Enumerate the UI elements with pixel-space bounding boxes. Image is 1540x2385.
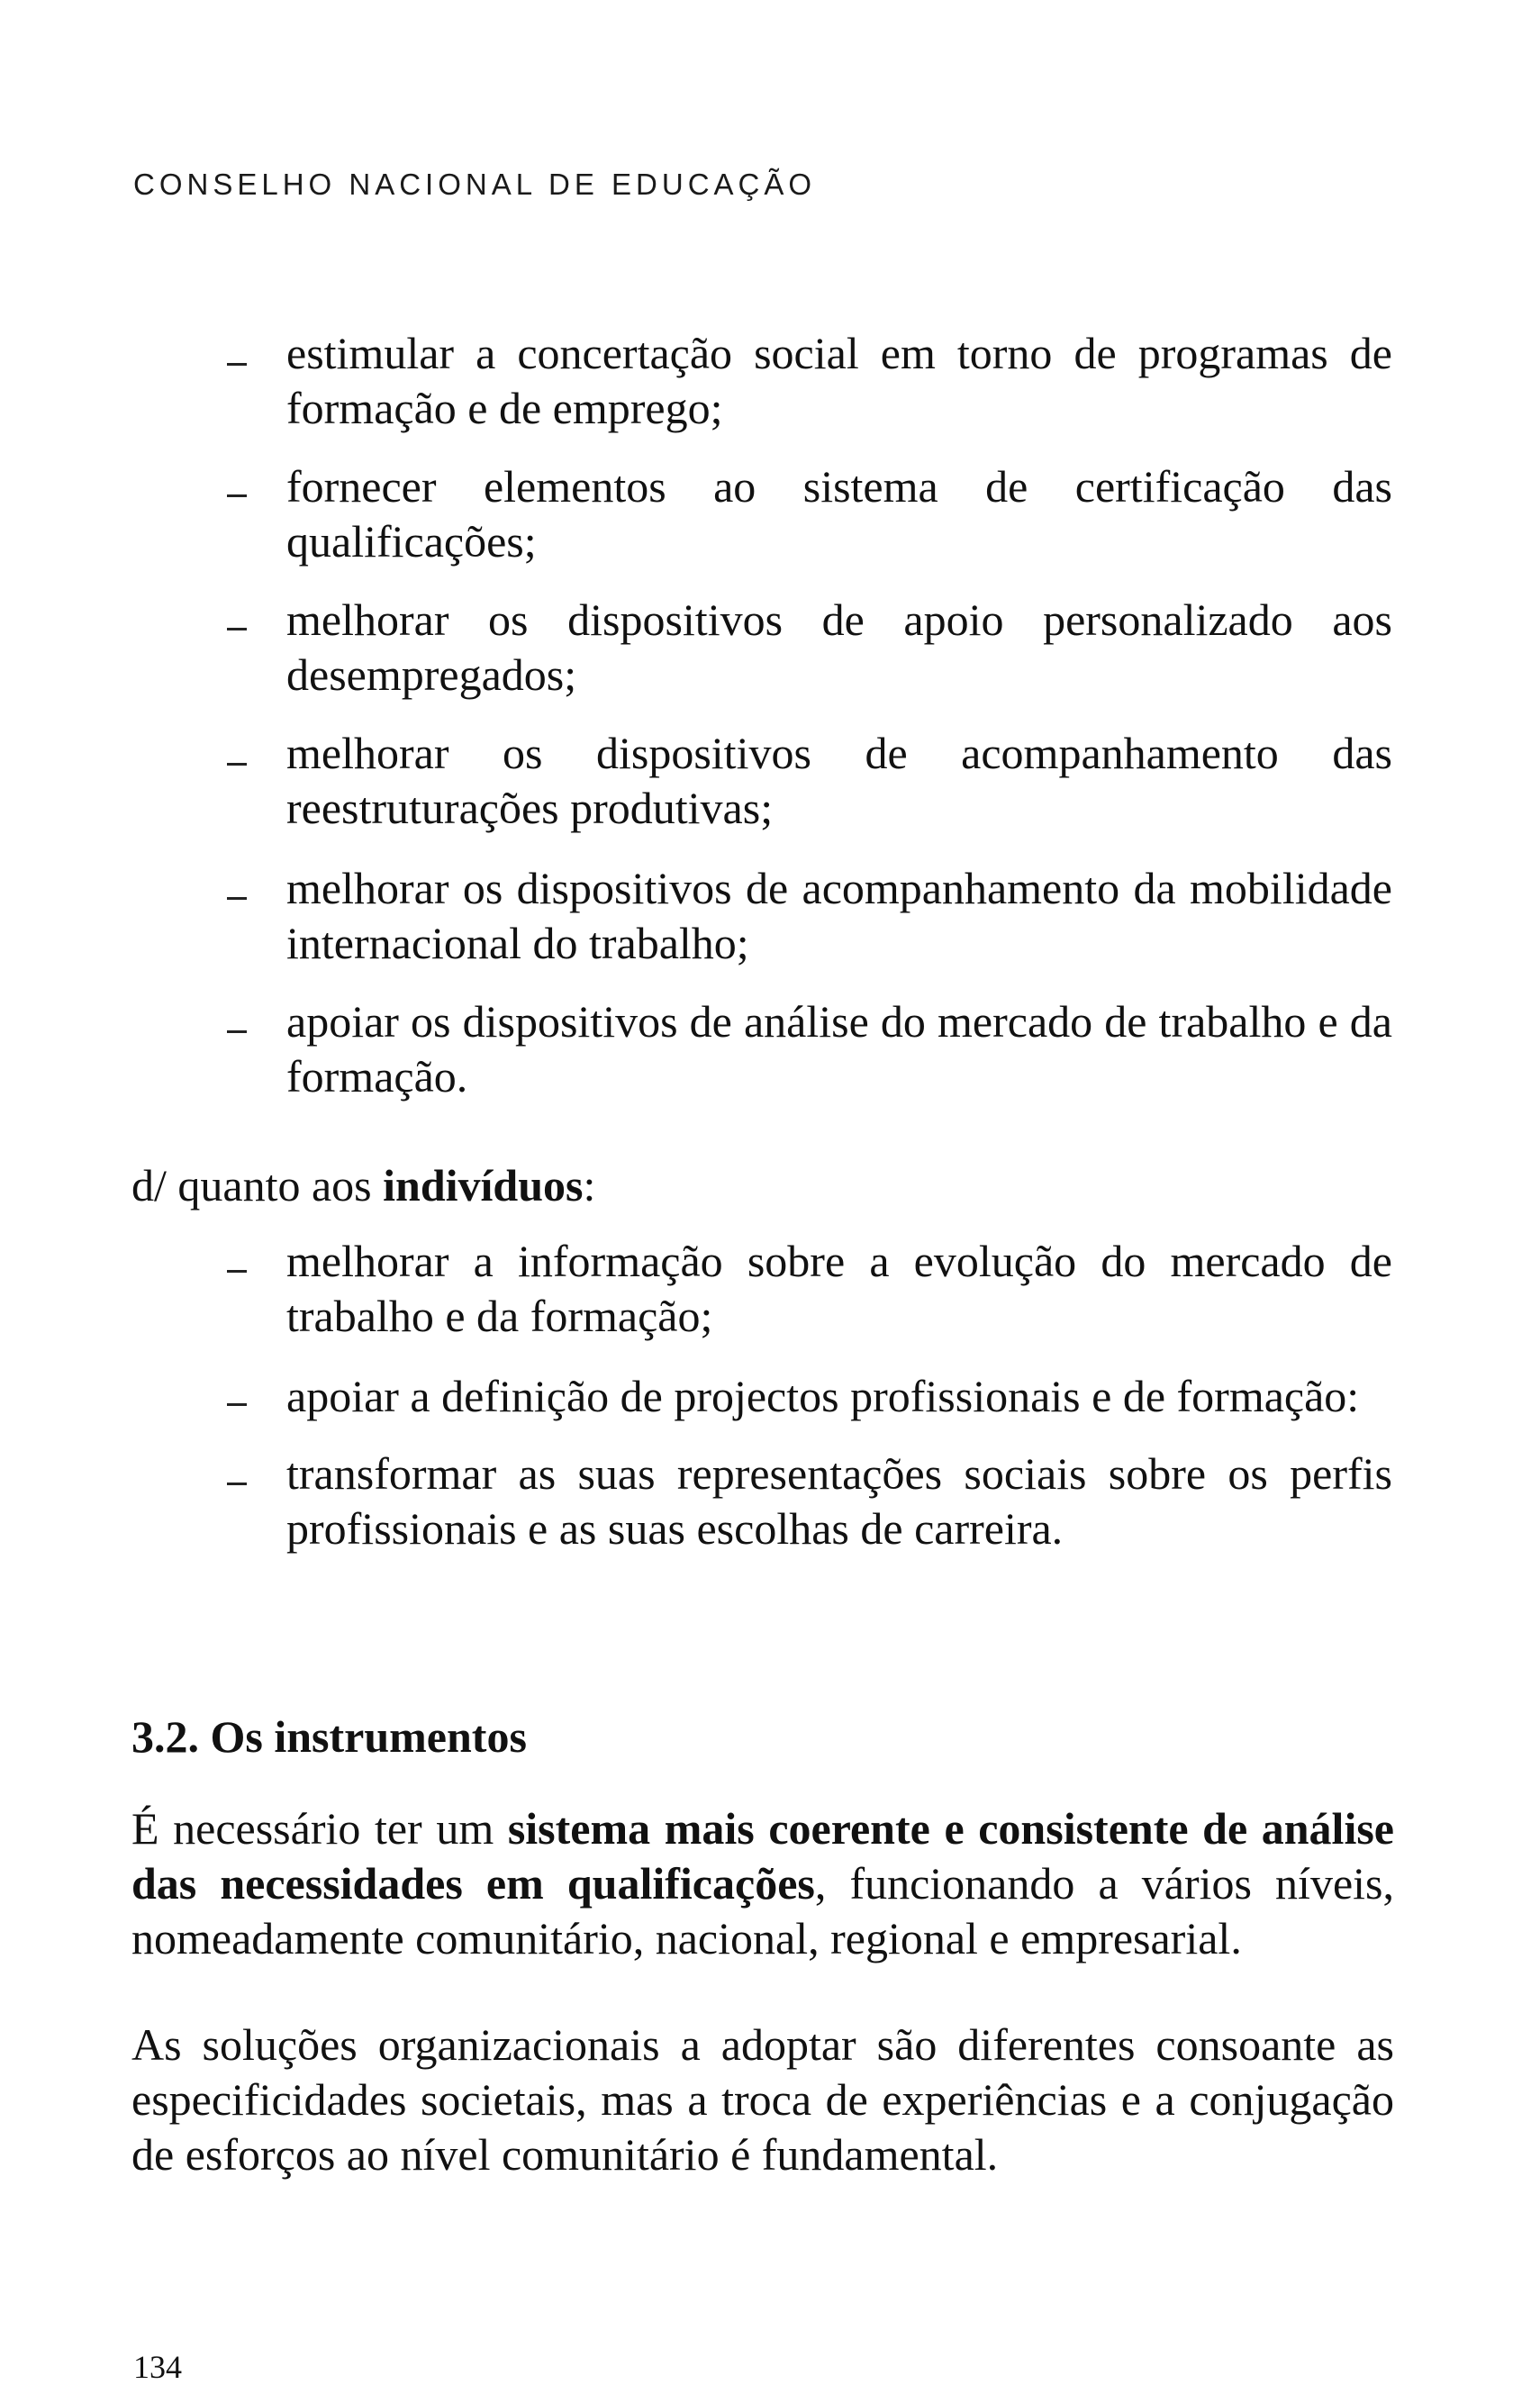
- list-item: fornecer elementos ao sistema de certificação das qualificações;: [286, 461, 1392, 567]
- running-header: CONSELHO NACIONAL DE EDUCAÇÃO: [133, 168, 817, 201]
- section-heading: 3.2. Os instrumentos: [131, 1711, 527, 1762]
- list-item: apoiar os dispositivos de análise do mercado de trabalho e da formação.: [286, 996, 1392, 1102]
- list-dash: [227, 1483, 247, 1485]
- list-dash: [227, 363, 247, 366]
- list-item: melhorar os dispositivos de acompanhamento das reestruturações produtivas;: [286, 728, 1392, 833]
- section-d-label: d/ quanto aos indivíduos:: [131, 1160, 596, 1211]
- list-item: melhorar a informação sobre a evolução do mercado de trabalho e da formação;: [286, 1236, 1392, 1341]
- list-dash: [227, 1403, 247, 1406]
- list-item: transformar as suas representações sociais sobre os perfis profissionais e as suas escolhas de carreira.: [286, 1448, 1392, 1554]
- list-dash: [227, 897, 247, 900]
- paragraph: As soluções organizacionais a adoptar são diferentes consoante as especificidades societais, mas a troca de experiências e a conjugação de esforços ao nível comunitário é fundamental.: [131, 2019, 1394, 2180]
- list-item: melhorar os dispositivos de acompanhamento da mobilidade internacional do trabalho;: [286, 863, 1392, 968]
- list-item: estimular a concertação social em torno de programas de formação e de emprego;: [286, 328, 1392, 433]
- list-item: melhorar os dispositivos de apoio personalizado aos desempregados;: [286, 594, 1392, 700]
- list-dash: [227, 1030, 247, 1033]
- list-dash: [227, 494, 247, 497]
- list-dash: [227, 1270, 247, 1273]
- list-item: apoiar a definição de projectos profissionais e de formação:: [286, 1371, 1360, 1421]
- paragraph: É necessário ter um sistema mais coerente e consistente de análise das necessidades em qualificações, funcionando a vários níveis, nomeadamente comunitário, nacional, regional e empresarial.: [131, 1803, 1394, 1963]
- list-dash: [227, 628, 247, 630]
- page-number: 134: [133, 2349, 182, 2385]
- list-dash: [227, 763, 247, 766]
